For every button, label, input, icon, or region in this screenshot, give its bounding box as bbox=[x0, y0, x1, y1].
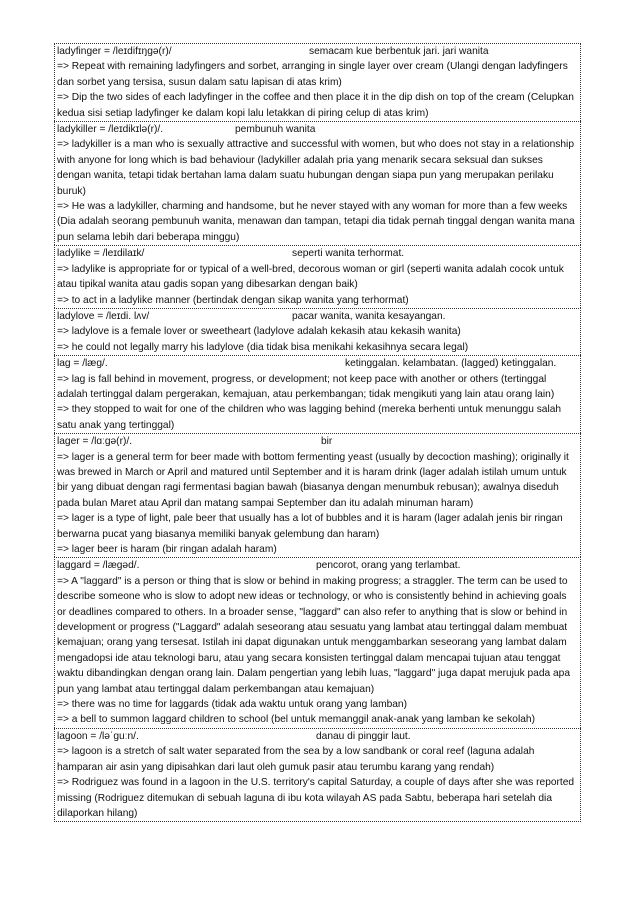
entry-meaning: pencorot, orang yang terlambat. bbox=[316, 560, 461, 572]
dictionary-entry bbox=[54, 728, 581, 822]
entry-example-line: => lager beer is haram (bir ringan adalah haram) bbox=[57, 544, 277, 555]
entry-header bbox=[57, 729, 578, 744]
entry-term: lagoon = /ləˈguːn/. bbox=[57, 730, 139, 742]
entry-example-line: => ladylove is a female lover or sweetheart (ladylove adalah kekasih atau kekasih wanita) bbox=[57, 326, 461, 338]
entry-term: lag = /læg/. bbox=[57, 358, 108, 370]
dictionary-page bbox=[54, 43, 581, 822]
entry-example-line: => lager is a type of light, pale beer that usually has a lot of bubbles and it is haram (lager adalah jenis bir ringan berwarna pucat yang biasanya memiliki banyak gelembung dan haram) bbox=[57, 513, 563, 540]
entry-meaning: ketinggalan. kelambatan. (lagged) ketinggalan. bbox=[345, 358, 557, 370]
dictionary-entry bbox=[54, 355, 581, 433]
entry-example-line: => he could not legally marry his ladylove (dia tidak bisa menikahi kekasihnya secara legal) bbox=[57, 341, 469, 353]
entry-term: laggard = /lægəd/. bbox=[57, 560, 140, 572]
dictionary-entry bbox=[54, 121, 581, 245]
entry-meaning: bir bbox=[321, 436, 333, 448]
entry-header bbox=[57, 309, 578, 324]
entry-meaning: seperti wanita terhormat. bbox=[292, 248, 405, 260]
entry-header bbox=[57, 122, 578, 137]
entry-meaning: semacam kue berbentuk jari. jari wanita bbox=[309, 46, 489, 57]
entry-example-line: => Dip the two sides of each ladyfinger in the coffee and then place it in the dip dish on top of the cream (Celupkan kedua sisi setiap ladyfinger ke dalam kopi lalu letakkan di piring celup di atas krim) bbox=[57, 92, 574, 119]
entry-example-line: => ladykiller is a man who is sexually attractive and successful with women, but who does not stay in a relationship with anyone for long which is bad behaviour (ladykiller adalah pria yang menarik secara seksual dan sukses dengan wanita, tetapi tidak bertahan lama dalam suatu hubungan dengan siapa pun yang merupakan perilaku buruk) bbox=[57, 139, 574, 197]
entry-meaning: pembunuh wanita bbox=[235, 124, 316, 136]
entry-example-line: => a bell to summon laggard children to school (bel untuk memanggil anak-anak yang lamban ke sekolah) bbox=[57, 714, 535, 726]
entry-example-line: => there was no time for laggards (tidak ada waktu untuk orang yang lamban) bbox=[57, 699, 407, 711]
entry-example-line: => lag is fall behind in movement, progress, or development; not keep pace with another or others (tertinggal adalah tertinggal dalam pergerakan, kemajuan, atau perkembangan; tidak mengikuti yang lain atau orang lain) bbox=[57, 373, 555, 400]
entry-example-line: => ladylike is appropriate for or typical of a well-bred, decorous woman or girl (seperti wanita adalah cocok untuk atau tipikal wanita atau gadis sopan yang dibesarkan dengan baik) bbox=[57, 263, 564, 291]
dictionary-entry bbox=[54, 557, 581, 727]
entry-example-line: => Repeat with remaining ladyfingers and sorbet, arranging in single layer over cream (Ulangi dengan ladyfingers dan sorbet yang tersisa, susun dalam satu lapisan di atas krim) bbox=[57, 61, 568, 88]
entry-term: ladyfinger = /leɪdifɪŋgə(r)/ bbox=[57, 46, 172, 57]
dictionary-entry bbox=[54, 308, 581, 355]
entry-meaning: pacar wanita, wanita kesayangan. bbox=[292, 310, 446, 322]
dictionary-entry bbox=[54, 433, 581, 557]
entry-meaning: danau di pinggir laut. bbox=[316, 730, 411, 742]
entry-example-line: => A "laggard" is a person or thing that is slow or behind in making progress; a straggler. The term can be used to describe someone who is slow to adopt new ideas or technology, or who is consistently behind in achieving goals or deadlines compared to others. In a broader sense, "laggard" can also refer to anything that is slow or behind in development or progress ("Laggard" adalah seseorang atau sesuatu yang lambat atau tertinggal dalam membuat kemajuan; orang yang tersesat. Istilah ini dapat digunakan untuk menggambarkan seseorang yang lambat dalam mengadopsi ide atau teknologi baru, atau yang secara konsisten tertinggal dalam mencapai tujuan atau tenggat waktu dibandingkan dengan orang lain. Dalam pengertian yang lebih luas, "laggard" juga dapat merujuk pada apa pun yang lambat atau tertinggal dalam perkembangan atau kemajuan) bbox=[57, 575, 571, 695]
entry-term: lager = /lɑːgə(r)/. bbox=[57, 436, 133, 448]
entry-example-line: => to act in a ladylike manner (bertindak dengan sikap wanita yang terhormat) bbox=[57, 294, 409, 306]
entry-example-line: => He was a ladykiller, charming and handsome, but he never stayed with any woman for more than a few weeks (Dia adalah seorang pembunuh wanita, menawan dan tampan, tetapi dia tidak pernah tinggal dengan wanita mana pun selama lebih dari beberapa minggu) bbox=[57, 201, 575, 243]
entry-example-line: => lager is a general term for beer made with bottom fermenting yeast (usually by decoction mashing); originally it was brewed in March or April and matured until September and it is haram drink (lager adalah istilah umum untuk bir yang dibuat dengan ragi fermentasi bagian bawah (biasanya dengan menumbuk rebusan); awalnya diseduh pada bulan Maret atau April dan matang sampai September dan itu adalah minuman haram) bbox=[57, 451, 569, 509]
entry-header bbox=[57, 246, 578, 261]
entry-example-line: => they stopped to wait for one of the children who was lagging behind (mereka berhenti untuk menunggu salah satu anak yang tertinggal) bbox=[57, 404, 562, 431]
entry-header bbox=[57, 356, 578, 371]
dictionary-entry bbox=[54, 245, 581, 308]
entry-example-line: => Rodriguez was found in a lagoon in the U.S. territory's capital Saturday, a couple of days after she was reported missing (Rodriguez ditemukan di sebuah laguna di ibu kota wilayah AS pada Sabtu, beberapa hari setelah dia dilaporkan hilang) bbox=[57, 777, 575, 819]
entry-term: ladykiller = /leɪdikɪlə(r)/. bbox=[57, 124, 164, 136]
dictionary-entry bbox=[54, 43, 581, 121]
entry-term: ladylove = /leɪdi. lʌv/ bbox=[57, 310, 150, 322]
entry-term: ladylike = /leɪdilaɪk/ bbox=[57, 248, 145, 260]
entry-header bbox=[57, 434, 578, 449]
entry-example-line: => lagoon is a stretch of salt water separated from the sea by a low sandbank or coral reef (laguna adalah hamparan air asin yang dipisahkan dari laut oleh gumuk pasir atau terumbu karang yang rendah) bbox=[57, 746, 535, 773]
entry-header bbox=[57, 558, 578, 573]
entry-header bbox=[57, 44, 578, 59]
